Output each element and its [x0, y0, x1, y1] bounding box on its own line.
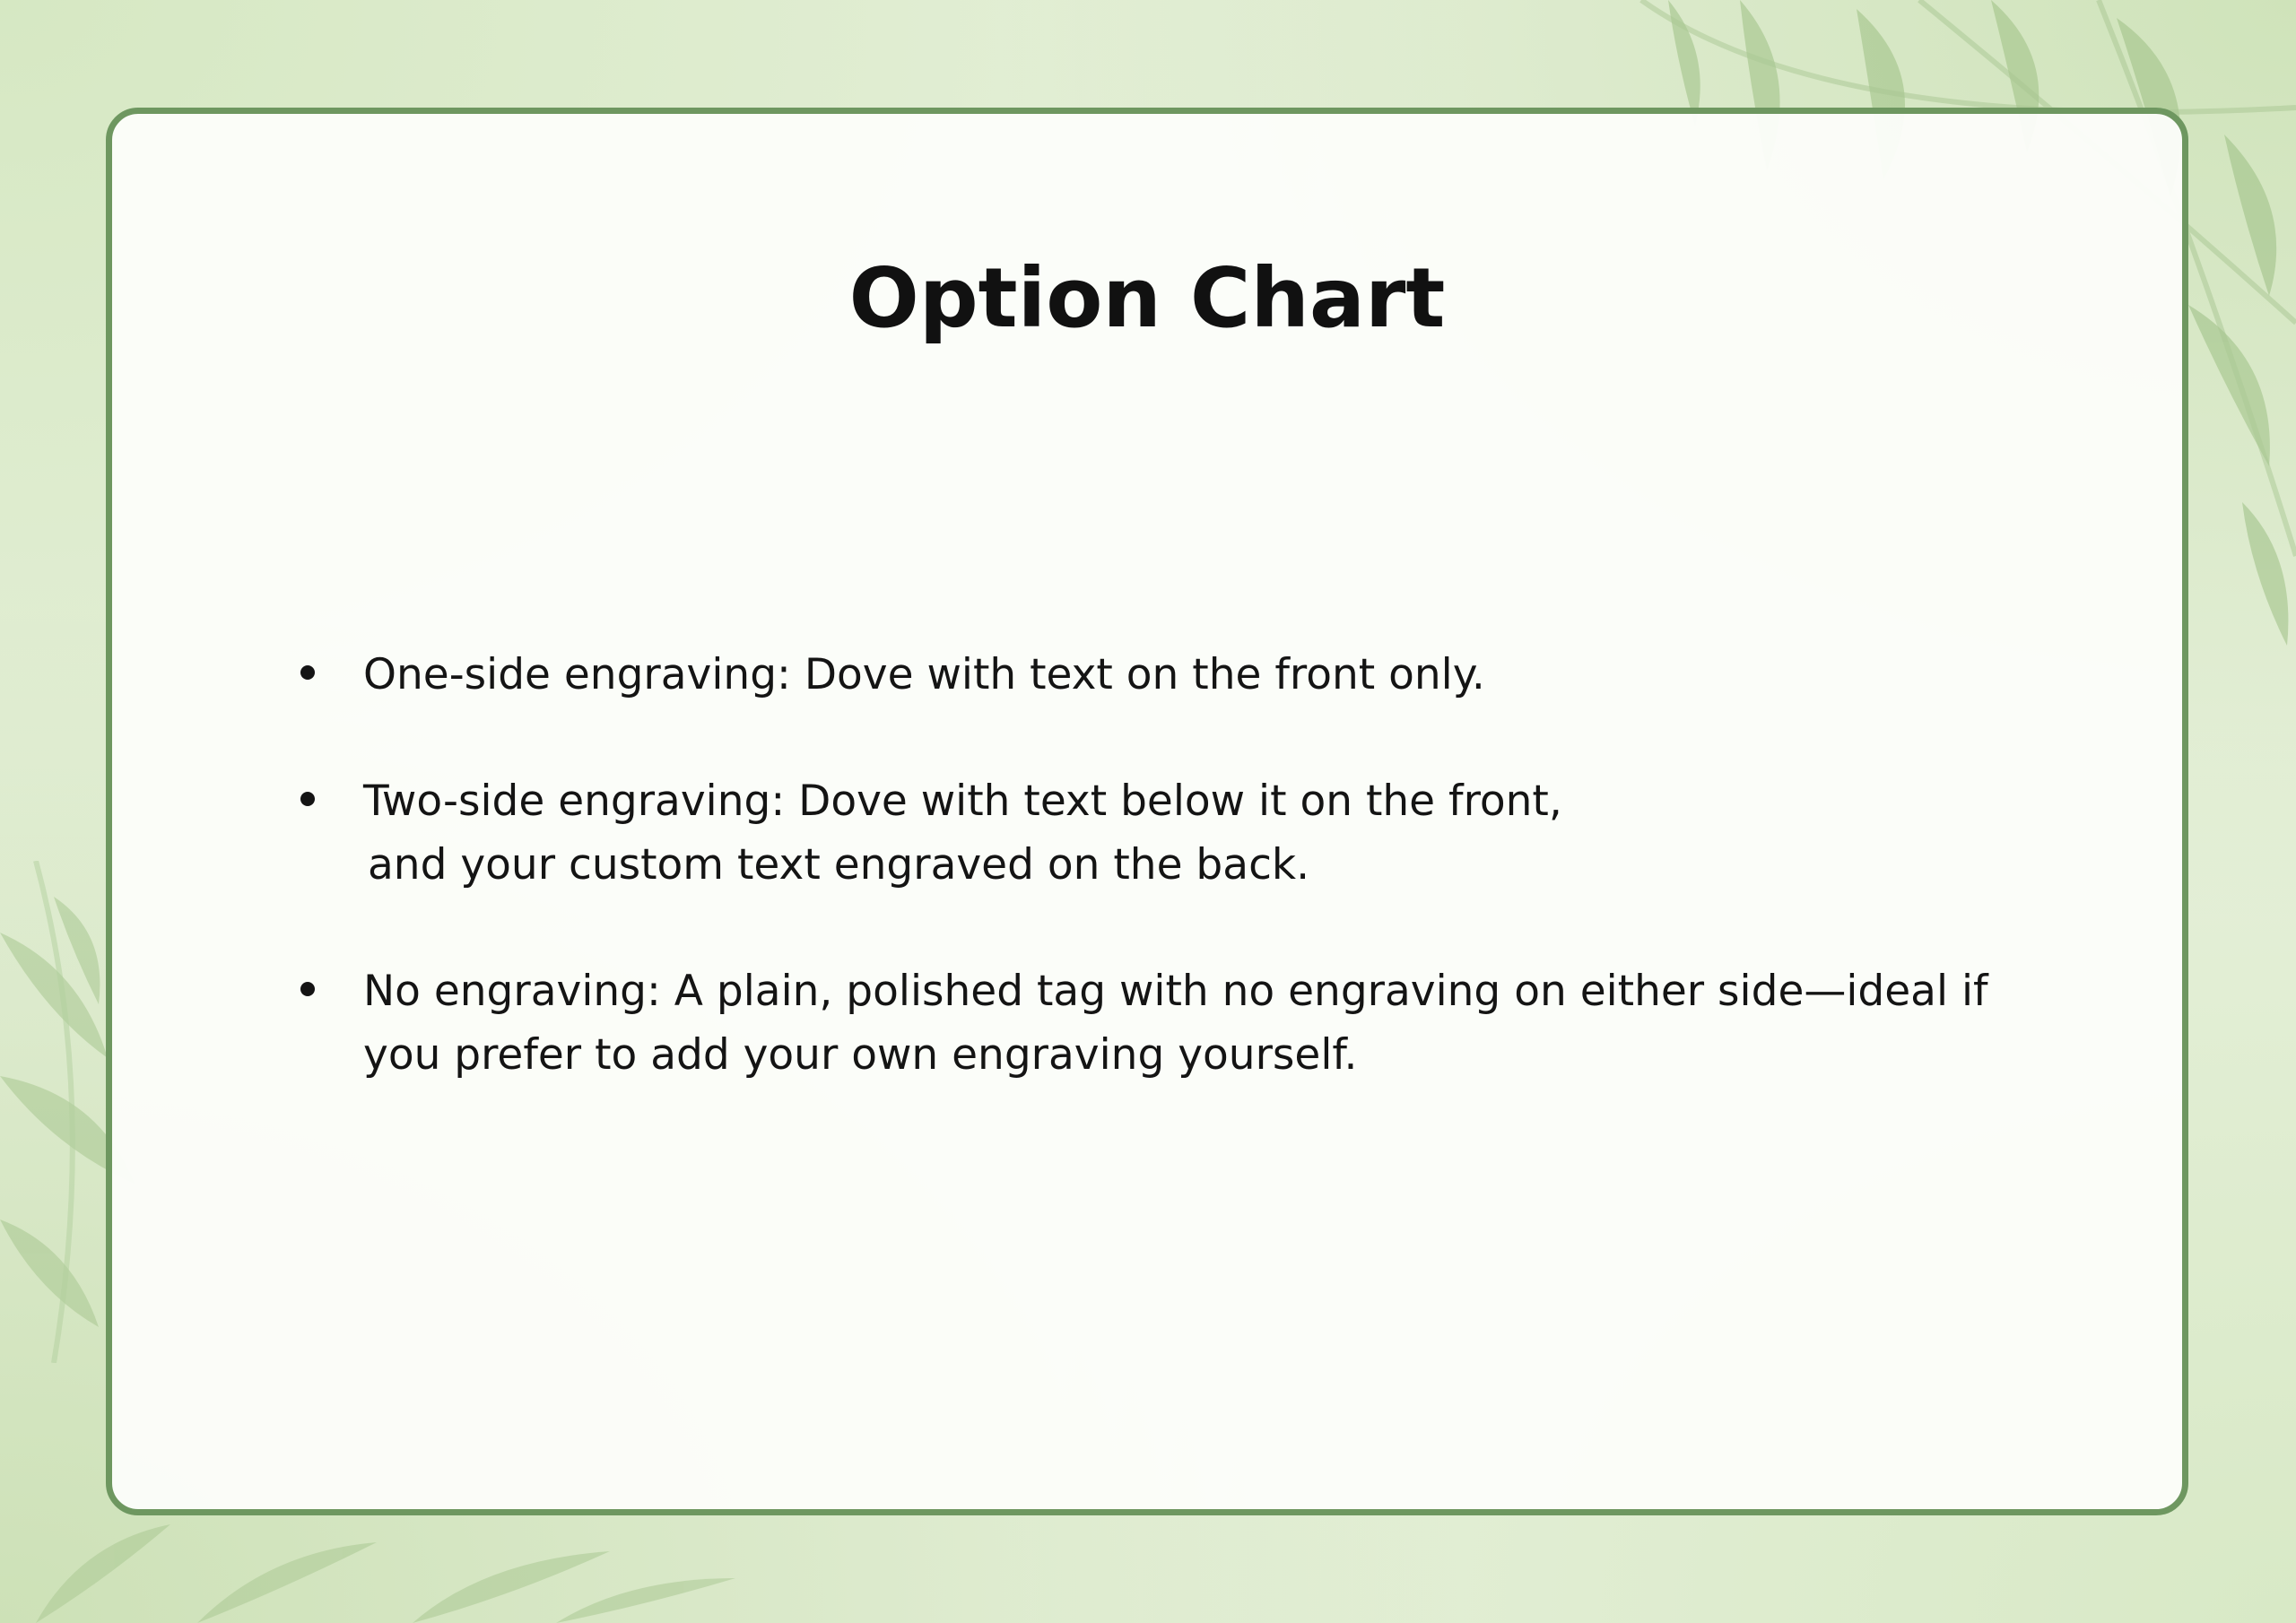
list-item — [300, 643, 2094, 707]
option-text-line: Two-side engraving: Dove with text below it on the front, — [363, 777, 1562, 826]
page-title: Option Chart — [848, 250, 1446, 346]
list-item — [300, 769, 2094, 897]
option-list — [300, 643, 2094, 1150]
list-item — [300, 959, 2094, 1087]
bullet-icon — [300, 665, 315, 680]
bullet-icon — [300, 792, 315, 806]
option-text-line: One-side engraving: Dove with text on the front only. — [363, 650, 1485, 699]
bullet-icon — [300, 982, 315, 996]
option-text-line: you prefer to add your own engraving yourself. — [363, 1030, 1358, 1080]
option-text-line: No engraving: A plain, polished tag with no engraving on either side—ideal if — [363, 967, 1988, 1016]
option-chart-card — [106, 108, 2188, 1515]
option-text-line: and your custom text engraved on the back. — [368, 840, 1310, 890]
